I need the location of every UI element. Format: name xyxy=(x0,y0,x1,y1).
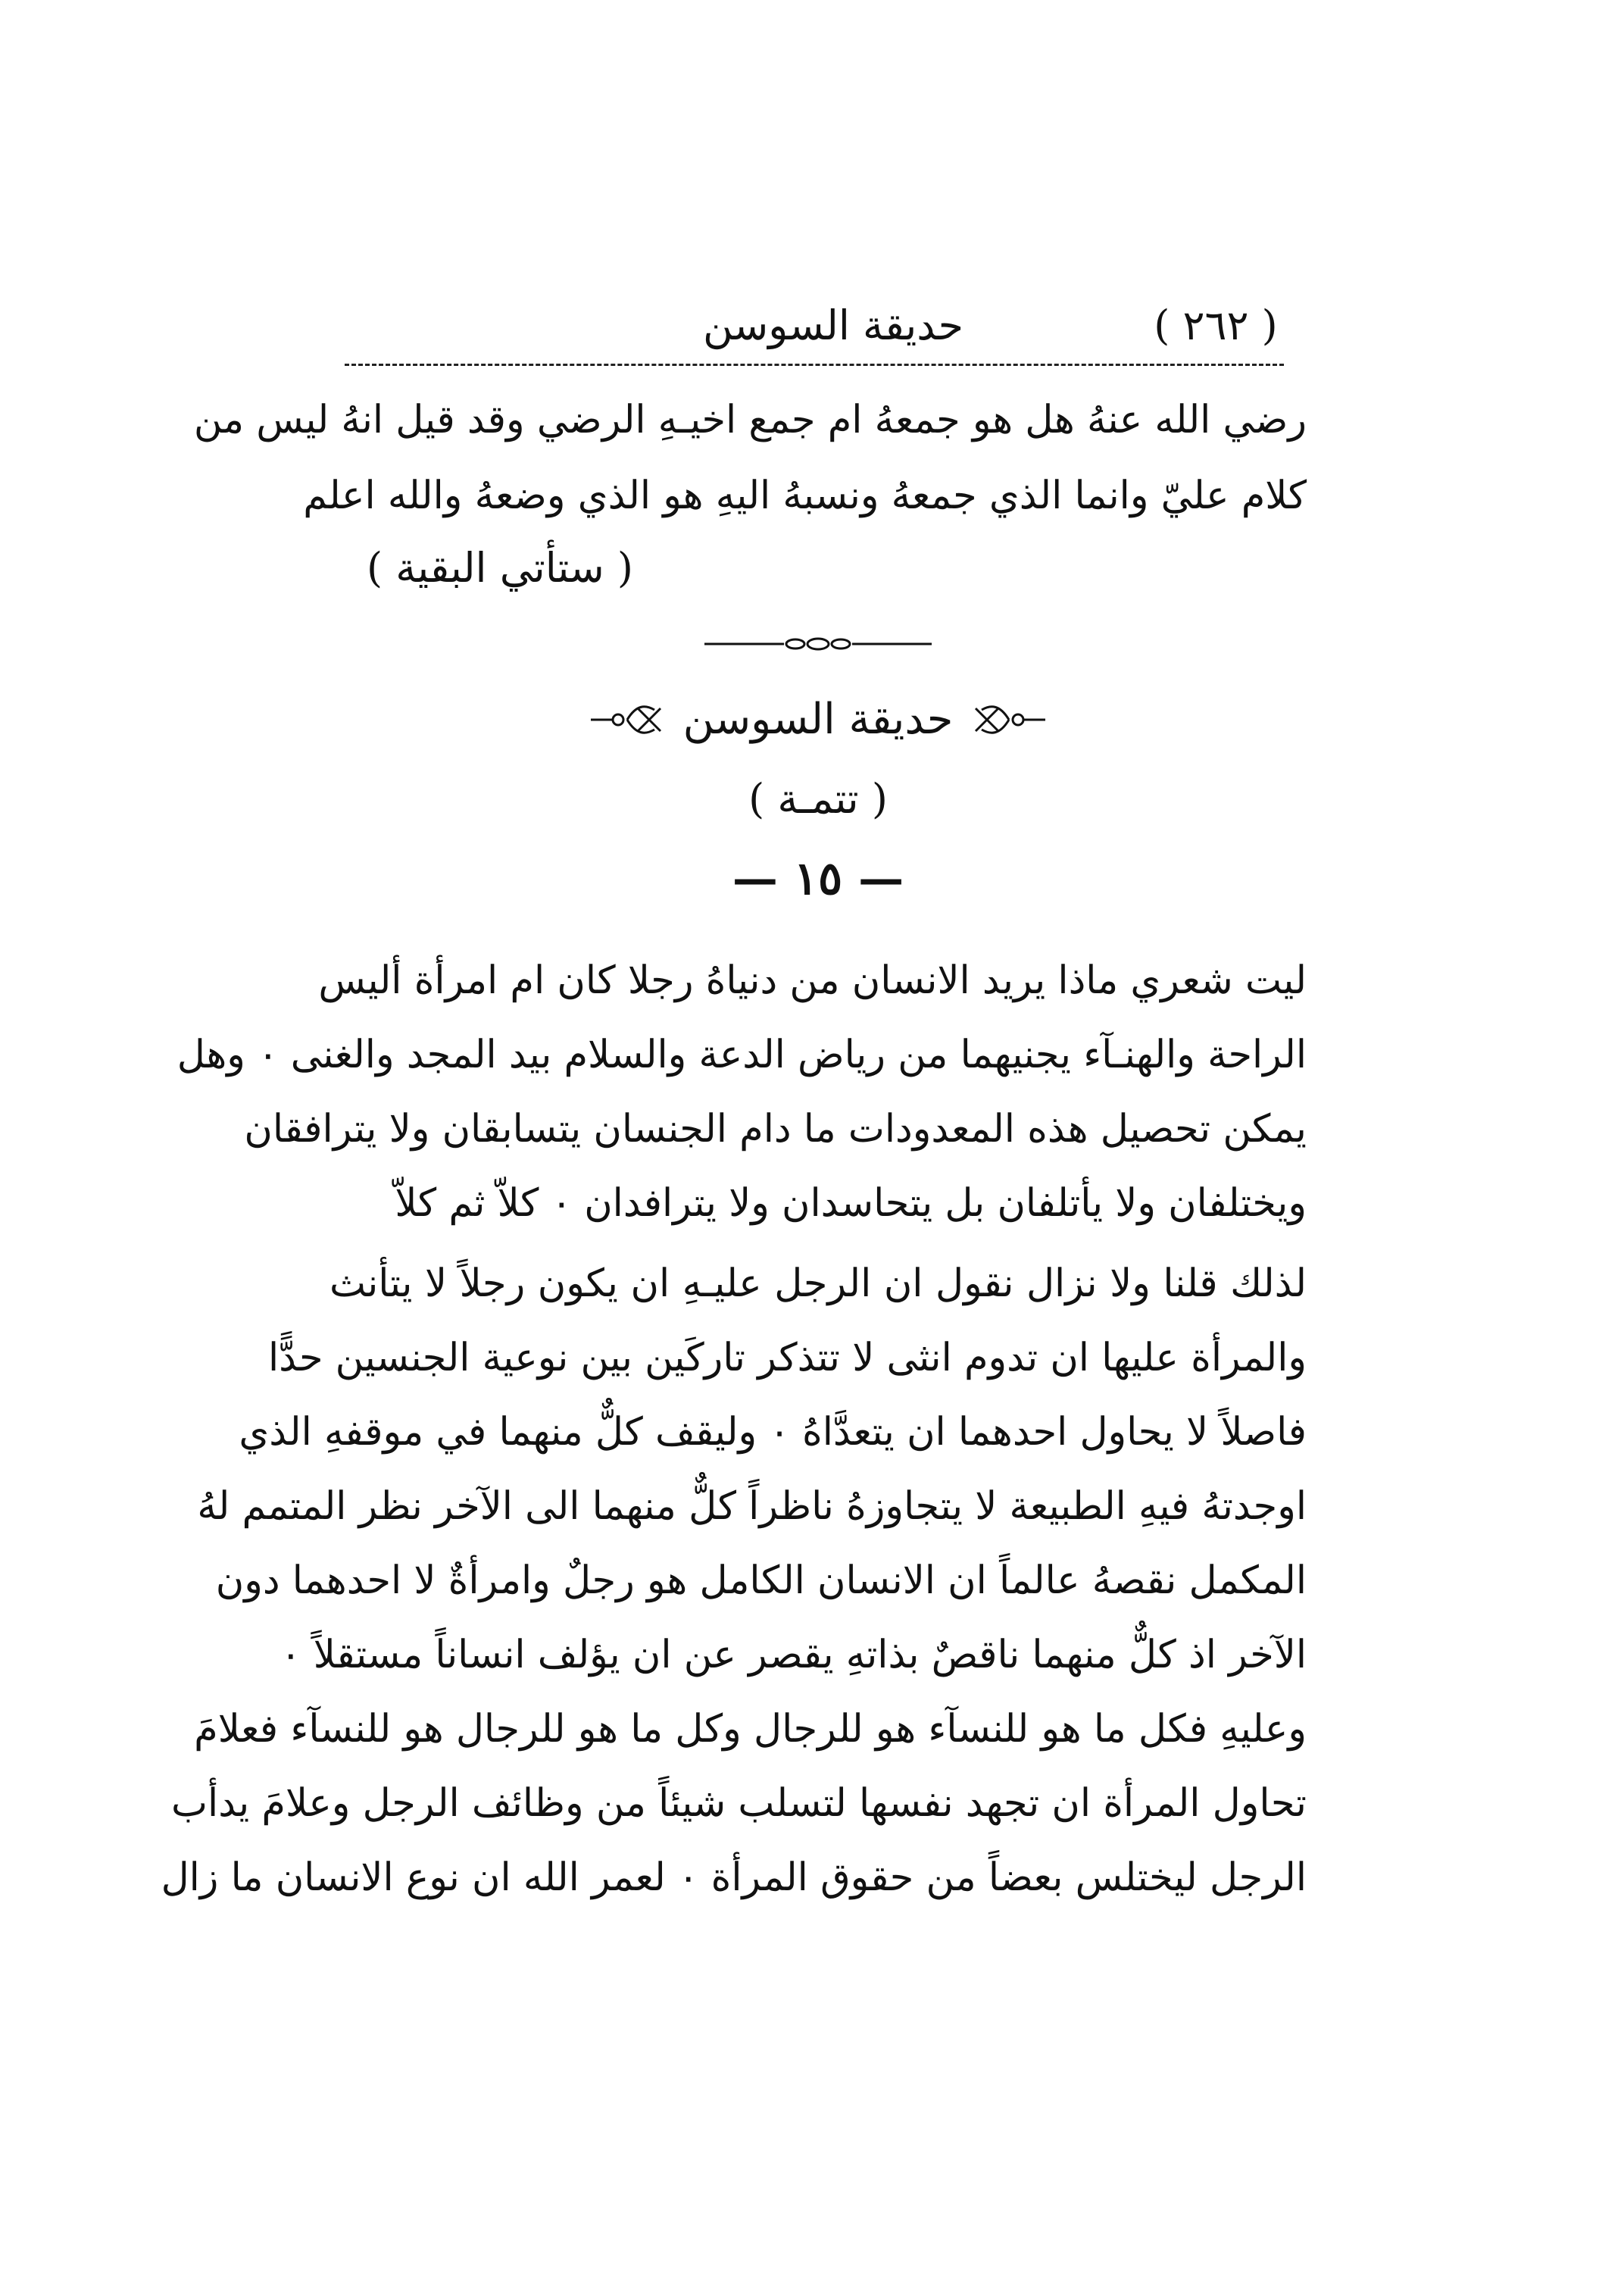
paragraph-2-line: الرجل ليختلس بعضاً من حقوق المرأة ٠ لعمر الله ان نوع الانسان ما زال xyxy=(161,1855,1307,1900)
page-number: ( ٢٦٢ ) xyxy=(1154,302,1278,349)
paragraph-2-line: لذلك قلنا ولا نزال نقول ان الرجل عليـهِ ان يكون رجلاً لا يتأنث xyxy=(329,1261,1307,1306)
paragraph-1-line: يمكن تحصيل هذه المعدودات ما دام الجنسان يتسابقان ولا يترافقان xyxy=(244,1107,1307,1152)
continued-label: ( تتمـة ) xyxy=(748,775,888,823)
paragraph-2-line: فاصلاً لا يحاول احدهما ان يتعدَّاهُ ٠ وليقف كلٌّ منهما في موقفهِ الذي xyxy=(239,1410,1307,1455)
running-title: حديقة السوسن xyxy=(702,302,964,349)
paragraph-1-line: ويختلفان ولا يأتلفان بل يتحاسدان ولا يترافدان ٠ كلاّ ثم كلاّ xyxy=(395,1181,1307,1226)
section-title: حديقة السوسن xyxy=(682,695,954,744)
header-rule xyxy=(345,364,1284,366)
paragraph-2-line: اوجدتهُ فيهِ الطبيعة لا يتجاوزهُ ناظراً كلٌّ منهما الى الآخر نظر المتمم لهُ xyxy=(197,1484,1307,1529)
continuation-note: ( ستأتي البقية ) xyxy=(367,544,633,592)
paragraph-2-line: وعليهِ فكل ما هو للنسآء هو للرجال وكل ما هو للرجال هو للنسآء فعلامَ xyxy=(194,1707,1307,1752)
paragraph-2-line: المكمل نقصهُ عالماً ان الانسان الكامل هو رجلٌ وامرأةٌ لا احدهما دون xyxy=(215,1558,1307,1603)
paragraph-1-line: ليت شعري ماذا يريد الانسان من دنياهُ رجلا كان ام امرأة أليس xyxy=(318,958,1307,1003)
paragraph-2-line: تحاول المرأة ان تجهد نفسها لتسلب شيئاً من وظائف الرجل وعلامَ يدأب xyxy=(171,1781,1307,1826)
paragraph-2-line: الآخر اذ كلٌّ منهما ناقصٌ بذاتهِ يقصر عن ان يؤلف انساناً مستقلاً ٠ xyxy=(280,1633,1307,1677)
section-heading xyxy=(591,686,1045,754)
chapter-number: — ١٥ — xyxy=(732,852,904,905)
paragraph-2-line: والمرأة عليها ان تدوم انثى لا تتذكر تاركَين بين نوعية الجنسين حدًّا xyxy=(268,1336,1307,1380)
flourish-left-icon xyxy=(591,701,667,739)
intro-line: رضي الله عنهُ هل هو جمعهُ ام جمع اخيـهِ الرضي وقد قيل انهُ ليس من xyxy=(193,398,1307,442)
paragraph-1-line: الراحة والهنـآء يجنيهما من رياض الدعة والسلام بيد المجد والغنى ٠ وهل xyxy=(176,1033,1307,1077)
intro-line: كلام عليّ وانما الذي جمعهُ ونسبهُ اليهِ هو الذي وضعهُ والله اعلم xyxy=(303,474,1307,518)
ornament-divider xyxy=(704,636,932,652)
flourish-right-icon xyxy=(970,701,1045,739)
